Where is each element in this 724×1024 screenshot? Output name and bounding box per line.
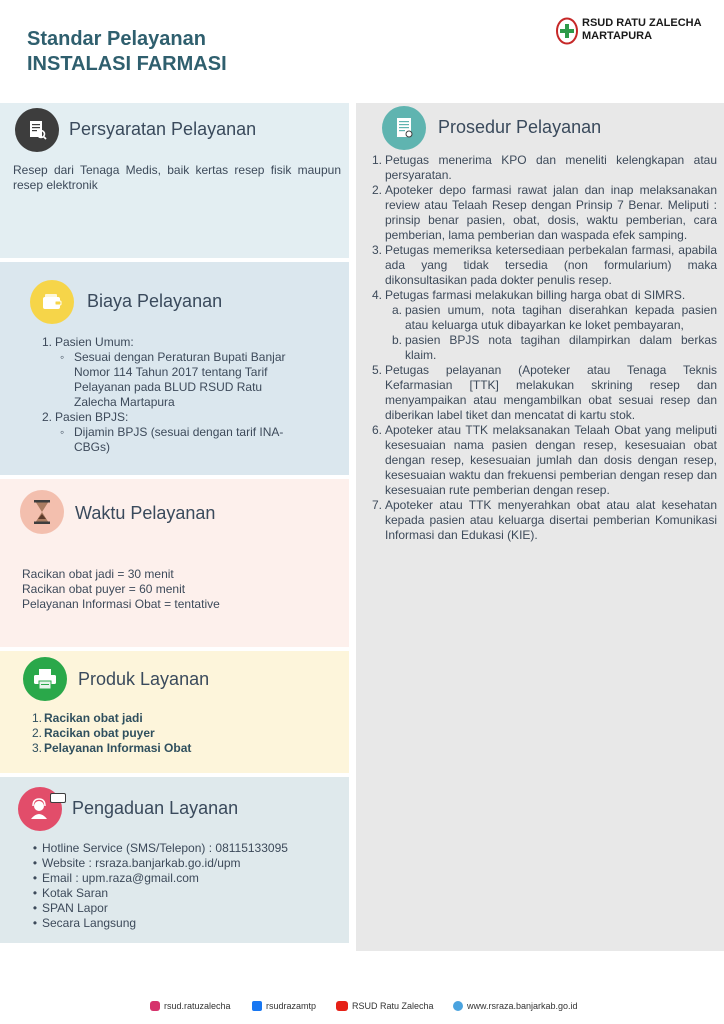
list-item: 5. Petugas pelayanan (Apoteker atau Tenaga Teknis Kefarmasian [TTK] melakukan skrining resep dan menyampaikan atau mengambilkan obat sesuai resep dan diberikan label tiket dan mencatat di kartu stok.: [371, 363, 717, 422]
footer-instagram[interactable]: rsud.ratuzalecha: [150, 1001, 231, 1011]
printer-icon: [23, 657, 67, 701]
list-item: 2. Racikan obat puyer: [31, 726, 155, 740]
list-item: 1. Racikan obat jadi: [31, 711, 143, 725]
waktu-line: Pelayanan Informasi Obat = tentative: [22, 597, 220, 611]
waktu-lines: [22, 567, 220, 612]
waktu-panel: [0, 479, 349, 647]
wallet-icon: [30, 280, 74, 324]
prosedur-list: [368, 153, 717, 543]
list-item: • Hotline Service (SMS/Telepon) : 08115133095: [32, 841, 288, 855]
pengaduan-panel: [0, 777, 349, 943]
page-title-line2: INSTALASI FARMASI: [27, 53, 227, 75]
page-title-line1: Standar Pelayanan: [27, 28, 206, 50]
prosedur-panel: [356, 103, 724, 951]
hospital-emblem-icon: [556, 17, 578, 45]
persyaratan-text: Resep dari Tenaga Medis, baik kertas resep fisik maupun resep elektronik: [13, 163, 341, 192]
list-item: 1. Petugas menerima KPO dan meneliti kelengkapan atau persyaratan.: [371, 153, 717, 182]
list-item: • SPAN Lapor: [32, 901, 108, 915]
list-item: 3. Pelayanan Informasi Obat: [31, 741, 192, 755]
hospital-logo: [556, 17, 702, 45]
hourglass-icon: [20, 490, 64, 534]
biaya-panel: [0, 262, 349, 475]
footer: [0, 1001, 724, 1017]
produk-title: Produk Layanan: [78, 669, 210, 689]
list-subitem: a. pasien umum, nota tagihan diserahkan kepada pasien atau keluarga utuk dibayarkan ke loket pembayaran,: [391, 303, 717, 332]
persyaratan-title: Persyaratan Pelayanan: [69, 119, 257, 139]
pengaduan-title: Pengaduan Layanan: [72, 798, 239, 818]
globe-icon: [453, 1001, 463, 1011]
biaya-list: [38, 335, 308, 455]
page-title: [27, 27, 227, 77]
chat-bubble-icon: [50, 793, 66, 803]
list-item: • Secara Langsung: [32, 916, 137, 930]
waktu-line: Racikan obat jadi = 30 menit: [22, 567, 174, 581]
list-item: 2. Pasien BPJS:: [41, 410, 129, 424]
youtube-icon: [336, 1001, 348, 1011]
footer-website[interactable]: www.rsraza.banjarkab.go.id: [453, 1001, 578, 1011]
list-item: 1. Pasien Umum:: [41, 335, 134, 349]
persyaratan-panel: [0, 103, 349, 258]
facebook-icon: [252, 1001, 262, 1011]
instagram-icon: [150, 1001, 160, 1011]
document-search-icon: [15, 108, 59, 152]
produk-list: [30, 711, 191, 756]
list-item: • Website : rsraza.banjarkab.go.id/upm: [32, 856, 241, 870]
list-item: 7. Apoteker atau TTK menyerahkan obat atau alat kesehatan kepada pasien atau keluarga disertai pemberian Komunikasi Informasi dan Edukasi (KIE).: [371, 498, 717, 542]
waktu-title: Waktu Pelayanan: [75, 503, 216, 523]
pengaduan-list: [28, 841, 288, 931]
list-item: 3. Petugas memeriksa ketersediaan perbekalan farmasi, apabila ada yang tidak tersedia (non formularium) maka dikonsultasikan pada dokter penulis resep.: [371, 243, 717, 287]
list-item: 2. Apoteker depo farmasi rawat jalan dan inap melaksanakan review atau Telaah Resep dengan Prinsip 7 Benar. Meliputi : prinsip benar pasien, obat, dosis, waktu pemberian, cara pemberian, lama pemberian dan waspada efek samping.: [371, 183, 717, 242]
waktu-line: Racikan obat puyer = 60 menit: [22, 582, 186, 596]
list-subitem: b. pasien BPJS nota tagihan dilampirkan dalam berkas klaim.: [391, 333, 717, 362]
list-item: ◦ Sesuai dengan Peraturan Bupati Banjar Nomor 114 Tahun 2017 tentang Tarif Pelayanan pada BLUD RSUD Ratu Zalecha Martapura: [60, 350, 286, 409]
biaya-title: Biaya Pelayanan: [87, 291, 223, 311]
list-item: • Kotak Saran: [32, 886, 109, 900]
list-item: ◦ Dijamin BPJS (sesuai dengan tarif INA-CBGs): [60, 425, 284, 454]
logo-line1: RSUD RATU ZALECHA: [582, 17, 702, 29]
checklist-icon: [382, 106, 426, 150]
list-item: • Email : upm.raza@gmail.com: [32, 871, 199, 885]
produk-panel: [0, 651, 349, 773]
footer-facebook[interactable]: rsudrazamtp: [252, 1001, 316, 1011]
logo-line2: MARTAPURA: [582, 30, 653, 42]
list-item: 6. Apoteker atau TTK melaksanakan Telaah Obat yang meliputi kesesuaian nama pasien dengan resep, kesesuaian obat dengan resep, kesesuaian jumlah dan dosis dengan resep, kesesuaian waktu dan frekuensi pemberian dengan resep dan kesesuaian rute pemberian dengan resep.: [371, 423, 717, 497]
prosedur-title: Prosedur Pelayanan: [438, 117, 602, 137]
footer-youtube[interactable]: RSUD Ratu Zalecha: [336, 1001, 434, 1011]
list-item: 4. Petugas farmasi melakukan billing harga obat di SIMRS.: [371, 288, 686, 302]
